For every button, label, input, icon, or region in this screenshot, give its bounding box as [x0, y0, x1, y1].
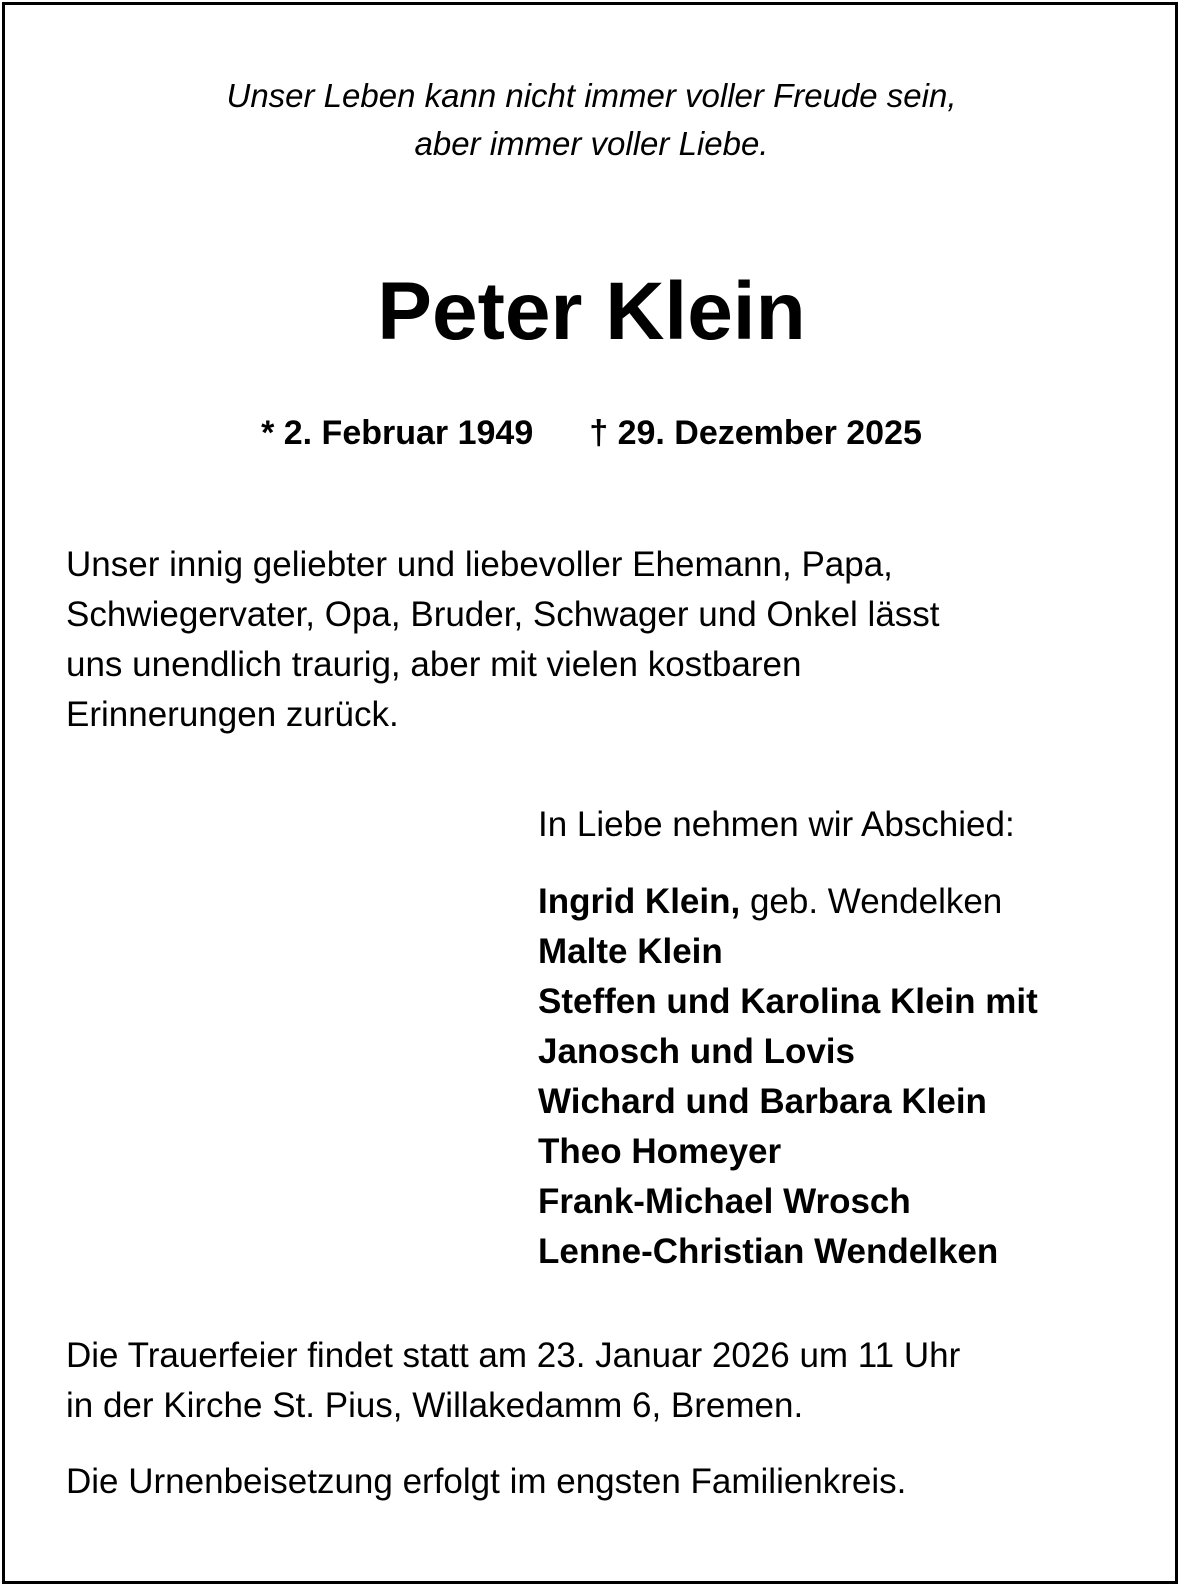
text-line: Schwiegervater, Opa, Bruder, Schwager und Onkel lässt — [66, 595, 940, 634]
service-info — [66, 1331, 1156, 1431]
text-line: Unser innig geliebter und liebevoller Ehemann, Papa, — [66, 545, 893, 584]
quote — [0, 72, 1183, 168]
farewell-heading: In Liebe nehmen wir Abschied: — [538, 805, 1015, 844]
family-member: Frank-Michael Wrosch — [538, 1182, 911, 1221]
family-list — [538, 877, 1038, 1277]
burial-info: Die Urnenbeisetzung erfolgt im engsten Familienkreis. — [66, 1462, 907, 1501]
service-line: in der Kirche St. Pius, Willakedamm 6, Bremen. — [66, 1386, 804, 1425]
text-line: Erinnerungen zurück. — [66, 695, 399, 734]
family-member-note: geb. Wendelken — [740, 882, 1003, 921]
family-member: Wichard und Barbara Klein — [538, 1082, 987, 1121]
birth-date: * 2. Februar 1949 — [261, 414, 534, 452]
service-line: Die Trauerfeier findet statt am 23. Januar 2026 um 11 Uhr — [66, 1336, 961, 1375]
obituary-text — [66, 540, 1156, 740]
family-member: Janosch und Lovis — [538, 1032, 855, 1071]
family-member: Theo Homeyer — [538, 1132, 782, 1171]
family-member-name: Ingrid Klein, — [538, 882, 741, 921]
family-member: Steffen und Karolina Klein mit — [538, 982, 1038, 1021]
family-member — [538, 877, 1038, 927]
text-line: uns unendlich traurig, aber mit vielen kostbaren — [66, 645, 802, 684]
death-date: † 29. Dezember 2025 — [589, 414, 922, 452]
family-member: Lenne-Christian Wendelken — [538, 1232, 999, 1271]
life-dates — [0, 410, 1183, 456]
quote-line: Unser Leben kann nicht immer voller Freude sein, — [226, 77, 957, 114]
family-member: Malte Klein — [538, 932, 723, 971]
quote-line: aber immer voller Liebe. — [414, 125, 769, 162]
deceased-name: Peter Klein — [377, 266, 806, 357]
